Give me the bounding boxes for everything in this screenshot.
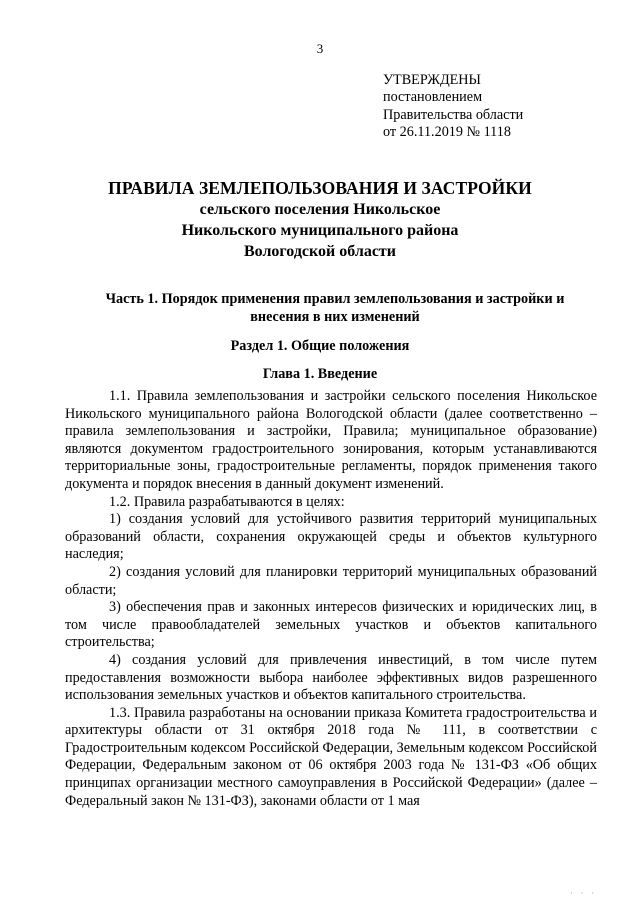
part-heading: Часть 1. Порядок применения правил землепользования и застройки и внесения в них изменений — [105, 291, 565, 325]
title-line-3: Никольского муниципального района — [181, 222, 459, 239]
approval-line-2: постановлением — [383, 89, 483, 106]
chapter-heading: Глава 1. Введение — [262, 366, 378, 382]
paragraph-1-1: 1.1. Правила землепользования и застройки сельского поселения Никольское Никольского муниципального района Вологодской области (далее соответственно – правила землепользования и застройки, Правила; муниципальное образование) являются документом градостроительного зонирования, которым устанавливаются территориальные зоны, градостроительные регламенты, порядок применения такого документа и порядок внесения в данный документ изменений. — [65, 388, 597, 492]
approval-line-1: УТВЕРЖДЕНЫ — [383, 72, 481, 88]
scan-marks: · · · — [570, 889, 597, 898]
paragraph-1-2: 1.2. Правила разрабатываются в целях: — [109, 493, 345, 510]
section-heading: Раздел 1. Общие положения — [230, 338, 410, 354]
approval-line-3: Правительства области — [383, 106, 524, 123]
list-item-2: 2) создания условий для планировки территорий муниципальных образований области; — [65, 563, 597, 598]
title-line-2: сельского поселения Никольское — [199, 201, 441, 218]
title-main: ПРАВИЛА ЗЕМЛЕПОЛЬЗОВАНИЯ И ЗАСТРОЙКИ — [108, 178, 532, 198]
list-item-4: 4) создания условий для привлечения инвестиций, в том числе путем предоставления возможности выбора наиболее эффективных видов разрешенного использования земельных участков и объектов капитального строительства. — [65, 651, 597, 704]
list-item-1: 1) создания условий для устойчивого развития территорий муниципальных образований области, сохранения окружающей среды и объектов культурного наследия; — [65, 511, 597, 563]
title-line-4: Вологодской области — [243, 243, 397, 260]
document-body — [65, 388, 597, 810]
page-number: 3 — [316, 41, 324, 56]
list-item-3: 3) обеспечения прав и законных интересов физических и юридических лиц, в том числе правообладателей земельных участков и объектов капитального строительства; — [65, 599, 597, 651]
paragraph-1-3: 1.3. Правила разработаны на основании приказа Комитета градостроительства и архитектуры области от 31 октября 2018 года № 111, в соответствии с Градостроительным кодексом Российской Федерации, Земельным кодексом Российской Федерации, Федеральным законом от 06 октября 2003 года № 131-ФЗ «Об общих принципах организации местного самоуправления в Российской Федерации» (далее – Федеральный закон № 131-ФЗ), законами области от 1 мая — [65, 704, 597, 809]
approval-stamp — [383, 72, 523, 142]
approval-line-4: от 26.11.2019 № 1118 — [383, 124, 511, 141]
document-title — [0, 177, 640, 262]
